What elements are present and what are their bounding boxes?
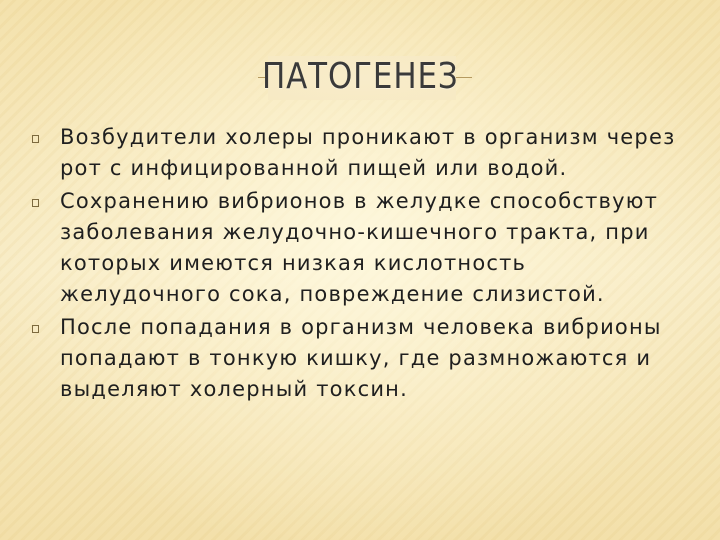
bullet-square-icon — [32, 199, 39, 207]
bullet-text: Возбудители холеры проникают в организм через рот с инфицированной пищей или водой. — [60, 125, 676, 180]
bullet-text: Сохранению вибрионов в желудке способствуют заболевания желудочно-кишечного тракта, при которых имеются низкая кислотность желудочного сока, повреждение слизистой. — [60, 189, 659, 306]
bullet-square-icon — [32, 135, 39, 143]
slide-title: ПАТОГЕНЕЗ — [261, 55, 459, 97]
bullet-square-icon — [32, 325, 39, 333]
bullet-list — [32, 122, 692, 407]
bullet-text: После попадания в организм человека вибрионы попадают в тонкую кишку, где размножаются и выделяют холерный токсин. — [60, 315, 662, 401]
bullet-item — [32, 312, 692, 405]
bullet-item — [32, 122, 692, 184]
bullet-item — [32, 186, 692, 310]
